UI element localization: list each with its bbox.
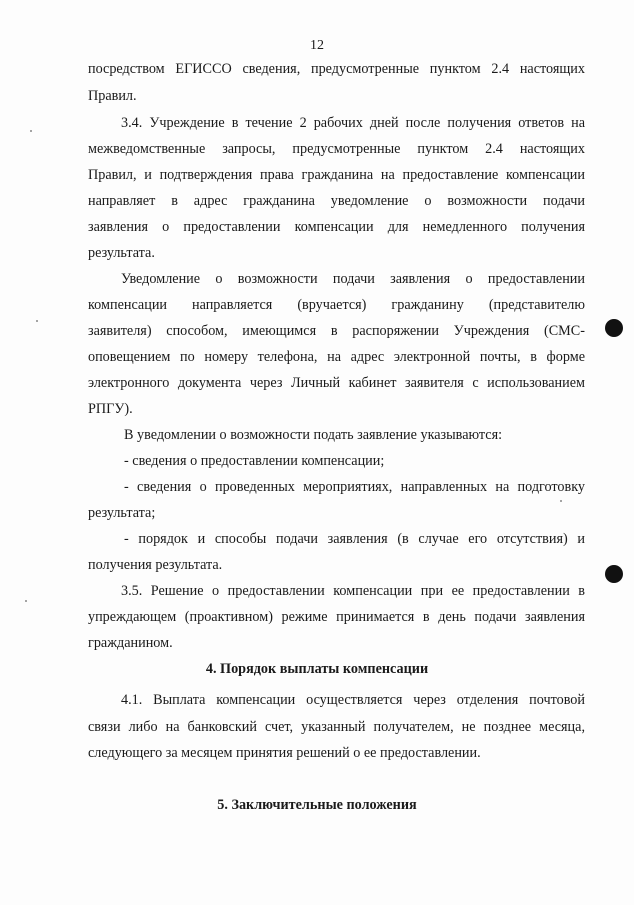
text-line: электронного документа через Личный кабинет заявителя с использованием	[88, 375, 585, 391]
text-line: 3.4. Учреждение в течение 2 рабочих дней после получения ответов на	[121, 115, 585, 131]
text-line: РПГУ).	[88, 401, 133, 417]
scan-speck	[30, 130, 32, 132]
scan-speck	[560, 500, 562, 502]
text-line: оповещением по номеру телефона, на адрес электронной почты, в форме	[88, 349, 585, 365]
text-line: Уведомление о возможности подачи заявления о предоставлении	[121, 271, 585, 287]
text-line: 3.5. Решение о предоставлении компенсации при ее предоставлении в	[121, 583, 585, 599]
text-line: Правил.	[88, 88, 137, 104]
text-line: посредством ЕГИССО сведения, предусмотренные пунктом 2.4 настоящих	[88, 61, 585, 77]
text-line: гражданином.	[88, 635, 173, 651]
text-line: компенсации направляется (вручается) гражданину (представителю	[88, 297, 585, 313]
page-number: 12	[310, 38, 324, 53]
text-line: упреждающем (проактивном) режиме принимается в день подачи заявления	[88, 609, 585, 625]
text-line: - сведения о проведенных мероприятиях, направленных на подготовку	[124, 479, 585, 495]
text-line: - порядок и способы подачи заявления (в случае его отсутствия) и	[124, 531, 585, 547]
section-heading: 4. Порядок выплаты компенсации	[205, 661, 429, 677]
text-line: следующего за месяцем принятия решений о ее предоставлении.	[88, 745, 481, 761]
text-line: межведомственные запросы, предусмотренные пунктом 2.4 настоящих	[88, 141, 585, 157]
text-line: 4.1. Выплата компенсации осуществляется через отделения почтовой	[121, 692, 585, 708]
text-line: получения результата.	[88, 557, 223, 573]
text-line: результата;	[88, 505, 156, 521]
scan-speck	[25, 600, 27, 602]
punch-hole	[605, 565, 623, 583]
scan-speck	[36, 320, 38, 322]
punch-hole	[605, 319, 623, 337]
text-line: направляет в адрес гражданина уведомление о возможности подачи	[88, 193, 585, 209]
text-line: результата.	[88, 245, 155, 261]
text-line: заявления о предоставлении компенсации для немедленного получения	[88, 219, 585, 235]
text-line: связи либо на банковский счет, указанный получателем, не позднее месяца,	[88, 719, 585, 735]
section-heading: 5. Заключительные положения	[217, 797, 417, 813]
text-line: - сведения о предоставлении компенсации;	[124, 453, 385, 469]
text-line: В уведомлении о возможности подать заявление указываются:	[124, 427, 503, 443]
text-line: Правил, и подтверждения права гражданина на предоставление компенсации	[88, 167, 585, 183]
text-line: заявителя) способом, имеющимся в распоряжении Учреждения (СМС-	[88, 323, 585, 339]
